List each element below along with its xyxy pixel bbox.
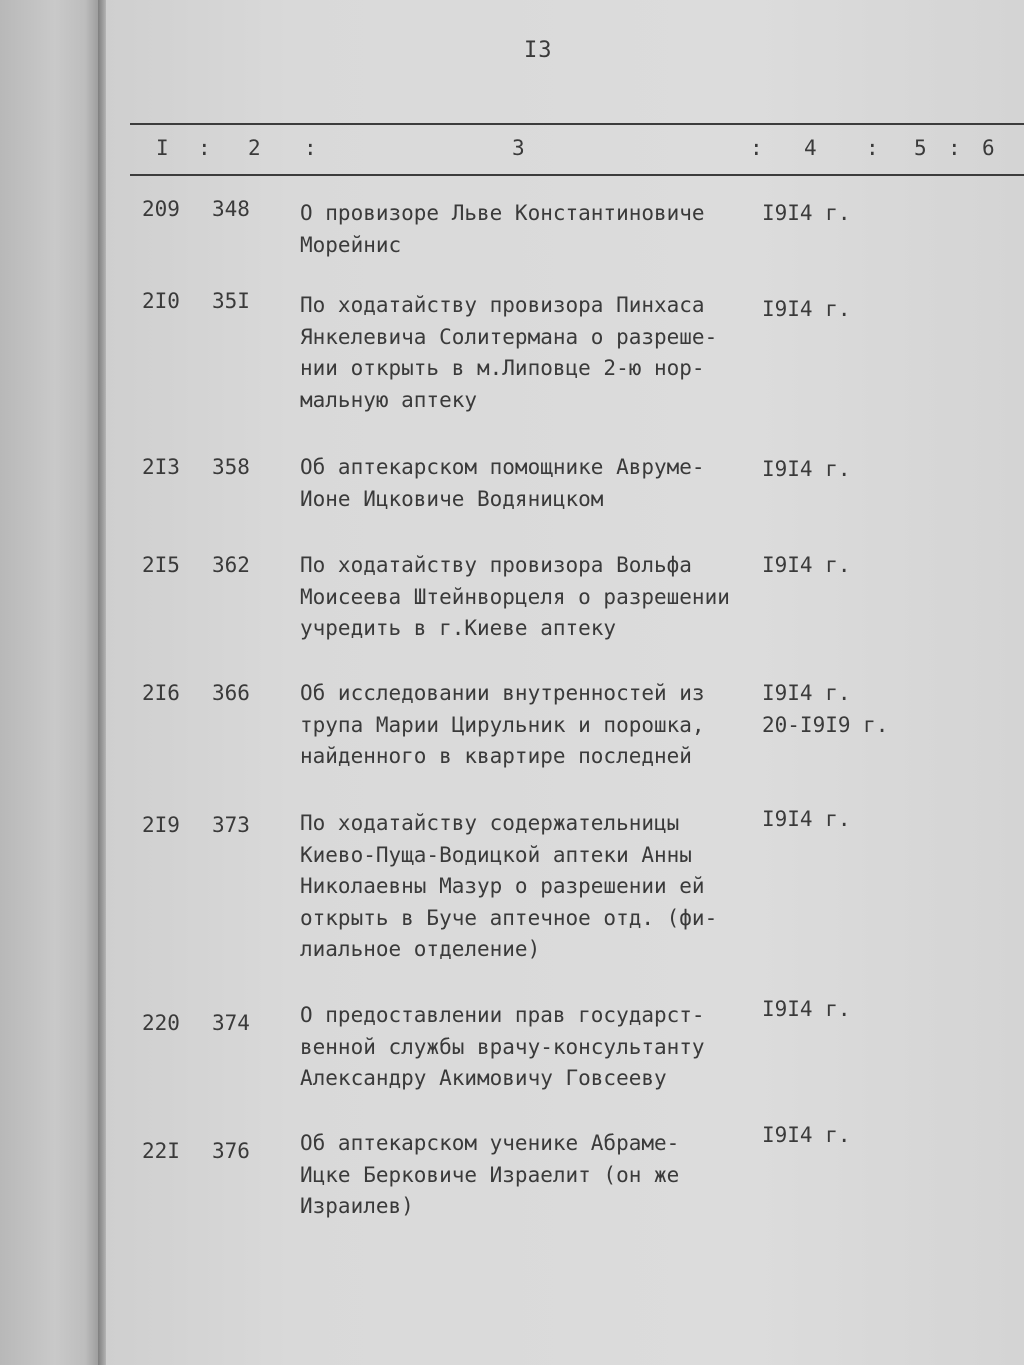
header-rule-top bbox=[130, 123, 1024, 125]
description-line: Ицке Берковиче Израелит (он же bbox=[300, 1162, 680, 1187]
header-rule-bottom bbox=[130, 174, 1024, 176]
header-col-4: 4 bbox=[804, 136, 817, 160]
entry-dates bbox=[762, 294, 851, 326]
description-line: трупа Марии Цирульник и порошка, bbox=[300, 712, 705, 737]
description-line: нии открыть в м.Липовце 2-ю нор- bbox=[300, 356, 705, 380]
entry-description bbox=[300, 290, 760, 416]
header-sep-1: : bbox=[198, 136, 211, 160]
facing-page-edge bbox=[0, 0, 100, 1365]
description-line: Об исследовании внутренностей из bbox=[300, 681, 705, 705]
header-col-6: 6 bbox=[982, 136, 995, 160]
entry-description bbox=[300, 198, 760, 261]
description-line: Об аптекарском ученике Абраме- bbox=[300, 1131, 680, 1155]
entry-dates bbox=[762, 994, 851, 1026]
entry-file: 358 bbox=[212, 455, 250, 479]
entry-description bbox=[300, 808, 760, 966]
date-line: I9I4 г. bbox=[762, 553, 851, 577]
entry-dates bbox=[762, 198, 851, 230]
description-line: Об аптекарском помощнике Авруме- bbox=[300, 455, 705, 479]
description-line: Морейнис bbox=[300, 232, 402, 257]
entry-number: 2I0 bbox=[142, 289, 180, 313]
description-line: Янкелевича Солитермана о разреше- bbox=[300, 324, 718, 349]
entry-file: 362 bbox=[212, 553, 250, 577]
header-col-3: 3 bbox=[512, 136, 525, 160]
entry-number: 2I5 bbox=[142, 553, 180, 577]
document-page bbox=[106, 0, 1024, 1365]
header-sep-2: : bbox=[304, 136, 317, 160]
entry-dates bbox=[762, 678, 888, 741]
entry-description bbox=[300, 1000, 760, 1095]
description-line: По ходатайству провизора Пинхаса bbox=[300, 293, 705, 317]
date-line: I9I4 г. bbox=[762, 997, 851, 1021]
header-sep-5: : bbox=[948, 136, 961, 160]
entry-file: 35I bbox=[212, 289, 250, 313]
date-line: I9I4 г. bbox=[762, 457, 851, 481]
entry-number: 220 bbox=[142, 1011, 180, 1035]
entry-dates bbox=[762, 454, 851, 486]
entry-description bbox=[300, 550, 760, 645]
entry-number: 209 bbox=[142, 197, 180, 221]
description-line: Ионе Ицковиче Водяницком bbox=[300, 486, 604, 511]
description-line: найденного в квартире последней bbox=[300, 744, 692, 768]
entry-description bbox=[300, 678, 760, 773]
entry-file: 366 bbox=[212, 681, 250, 705]
description-line: По ходатайству провизора Вольфа bbox=[300, 553, 692, 577]
entry-file: 376 bbox=[212, 1139, 250, 1163]
description-line: учредить в г.Киеве аптеку bbox=[300, 616, 617, 640]
header-sep-4: : bbox=[866, 136, 879, 160]
description-line: Киево-Пуща-Водицкой аптеки Анны bbox=[300, 842, 692, 867]
entry-file: 373 bbox=[212, 813, 250, 837]
header-col-5: 5 bbox=[914, 136, 927, 160]
description-line: Николаевны Мазур о разрешении ей bbox=[300, 874, 705, 898]
header-col-2: 2 bbox=[248, 136, 261, 160]
date-line: 20-I9I9 г. bbox=[762, 712, 889, 737]
date-line: I9I4 г. bbox=[762, 807, 851, 831]
header-col-1: I bbox=[156, 136, 169, 160]
header-sep-3: : bbox=[750, 136, 763, 160]
description-line: По ходатайству содержательницы bbox=[300, 811, 680, 835]
date-line: I9I4 г. bbox=[762, 297, 851, 321]
description-line: мальную аптеку bbox=[300, 387, 478, 412]
entry-number: 22I bbox=[142, 1139, 180, 1163]
entry-description bbox=[300, 1128, 760, 1223]
description-line: лиальное отделение) bbox=[300, 937, 541, 961]
description-line: Моисеева Штейнворцеля о разрешении bbox=[300, 584, 730, 609]
date-line: I9I4 г. bbox=[762, 201, 851, 225]
entry-dates bbox=[762, 1120, 851, 1152]
entry-file: 348 bbox=[212, 197, 250, 221]
description-line: О предоставлении прав государст- bbox=[300, 1003, 705, 1027]
description-line: венной службы врачу-консультанту bbox=[300, 1034, 705, 1059]
description-line: О провизоре Льве Константиновиче bbox=[300, 201, 705, 225]
entry-file: 374 bbox=[212, 1011, 250, 1035]
entry-description bbox=[300, 452, 760, 515]
description-line: Израилев) bbox=[300, 1194, 414, 1218]
entry-dates bbox=[762, 550, 851, 582]
page-number: I3 bbox=[524, 38, 553, 63]
entry-number: 2I6 bbox=[142, 681, 180, 705]
entry-dates bbox=[762, 804, 851, 836]
entry-number: 2I3 bbox=[142, 455, 180, 479]
date-line: I9I4 г. bbox=[762, 1123, 851, 1147]
description-line: Александру Акимовичу Говсееву bbox=[300, 1066, 667, 1090]
date-line: I9I4 г. bbox=[762, 681, 851, 705]
entry-number: 2I9 bbox=[142, 813, 180, 837]
description-line: открыть в Буче аптечное отд. (фи- bbox=[300, 905, 718, 930]
